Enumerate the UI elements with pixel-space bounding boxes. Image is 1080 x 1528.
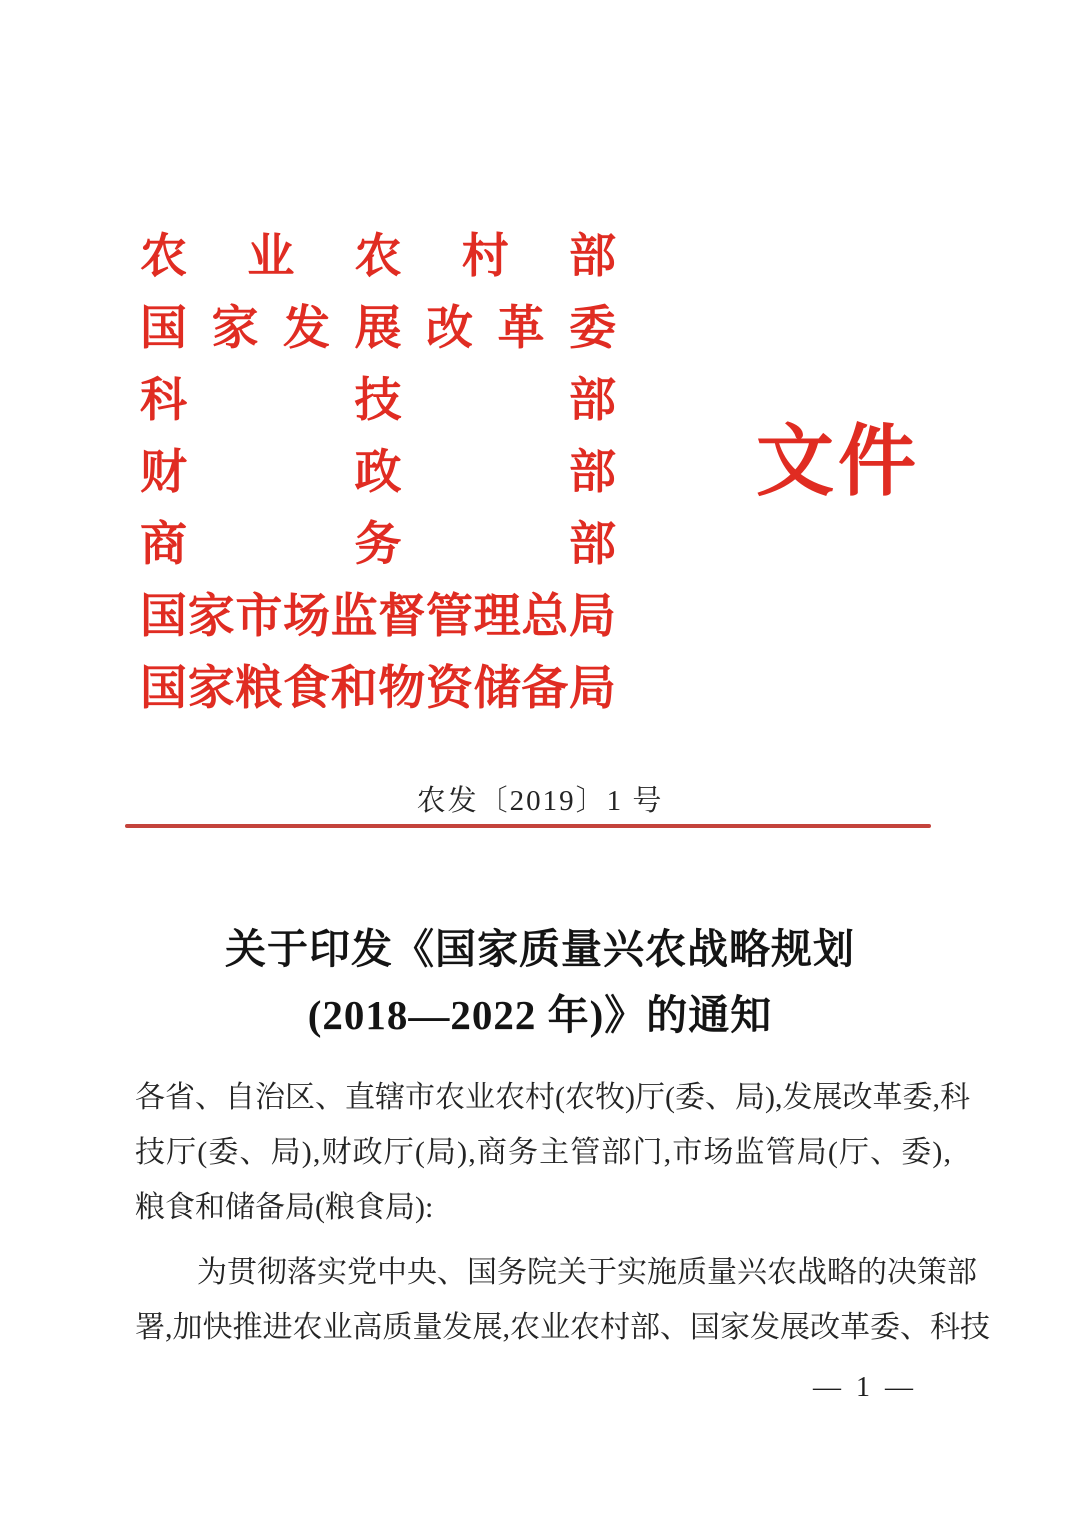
agency-char: 局 [568,590,616,643]
agency-char: 业 [247,230,295,283]
agency-char: 局 [568,662,616,715]
agency-char: 食 [282,662,330,715]
agency-char: 总 [521,590,569,643]
agency-char: 农 [354,230,402,283]
agency-name [140,581,616,653]
agency-char: 改 [426,302,473,355]
title-line-1: 关于印发《国家质量兴农战略规划 [225,926,855,972]
body-line: 署 , 加 快 推 进 农 业 高 质 量 发 展 , 农 业 农 村 部 、 国 家 发 展 改 革 委 、 科 技 [135,1311,990,1344]
agency-char: 科 [140,374,187,427]
agency-char: 国 [140,590,187,643]
agency-char: 部 [569,518,616,571]
document-label: 文件 [756,418,921,505]
agency-char: 监 [330,590,378,643]
agency-char: 财 [140,446,187,499]
document-title [0,916,1080,1048]
agency-name [140,437,616,509]
agency-name [140,221,616,293]
agency-char: 家 [187,590,235,643]
agency-char: 储 [473,662,521,715]
agency-char: 家 [187,662,235,715]
agency-char: 部 [569,230,616,283]
agency-name [140,509,616,581]
agency-name [140,365,616,437]
agency-char: 村 [461,230,509,283]
agency-char: 委 [569,302,616,355]
title-line-2: (2018—2022 年)》的通知 [307,992,773,1038]
body-line: 技 厅 ( 委 、 局 ) , 财 政 厅 ( 局 ) , 商 务 主 管 部 门 , 市 场 监 管 局 ( 厅 、 委 ) , [135,1136,951,1169]
agency-char: 市 [235,590,283,643]
agency-char: 资 [425,662,473,715]
agency-name [140,293,616,365]
agency-char: 管 [425,590,473,643]
agency-char: 部 [569,374,616,427]
agency-char: 督 [378,590,426,643]
agency-char: 国 [140,302,187,355]
agency-char: 和 [330,662,378,715]
document-number: 农发〔2019〕1 号 [416,785,664,817]
agency-lines [140,221,616,725]
body-line: 各 省 、 自 治 区 、 直 辖 市 农 业 农 村 ( 农 牧 ) 厅 ( 委 、 局 ) , 发 展 改 革 委 , 科 [135,1081,970,1114]
agency-char: 粮 [235,662,283,715]
paragraph [135,1245,990,1355]
agency-char: 展 [354,302,402,355]
agency-char: 商 [140,518,187,571]
agency-char: 场 [282,590,330,643]
agency-char: 务 [354,518,402,571]
agency-char: 备 [521,662,569,715]
body-text [135,1070,990,1355]
agency-name [140,653,616,725]
agency-char: 物 [378,662,426,715]
page-number: — 1 — [813,1372,917,1403]
body-line: 粮食和储备局(粮食局): [135,1191,434,1224]
paragraph [135,1070,970,1235]
agency-char: 发 [283,302,330,355]
agency-char: 家 [211,302,259,355]
agency-char: 部 [569,446,616,499]
agency-char: 革 [497,302,545,355]
agency-char: 政 [354,446,402,499]
agency-char: 国 [140,662,187,715]
agency-char: 技 [354,374,402,427]
agency-char: 理 [473,590,521,643]
body-line: 为 贯 彻 落 实 党 中 央 、 国 务 院 关 于 实 施 质 量 兴 农 战 略 的 决 策 部 [197,1256,977,1289]
red-divider-line [125,824,931,828]
agency-char: 农 [140,230,187,283]
